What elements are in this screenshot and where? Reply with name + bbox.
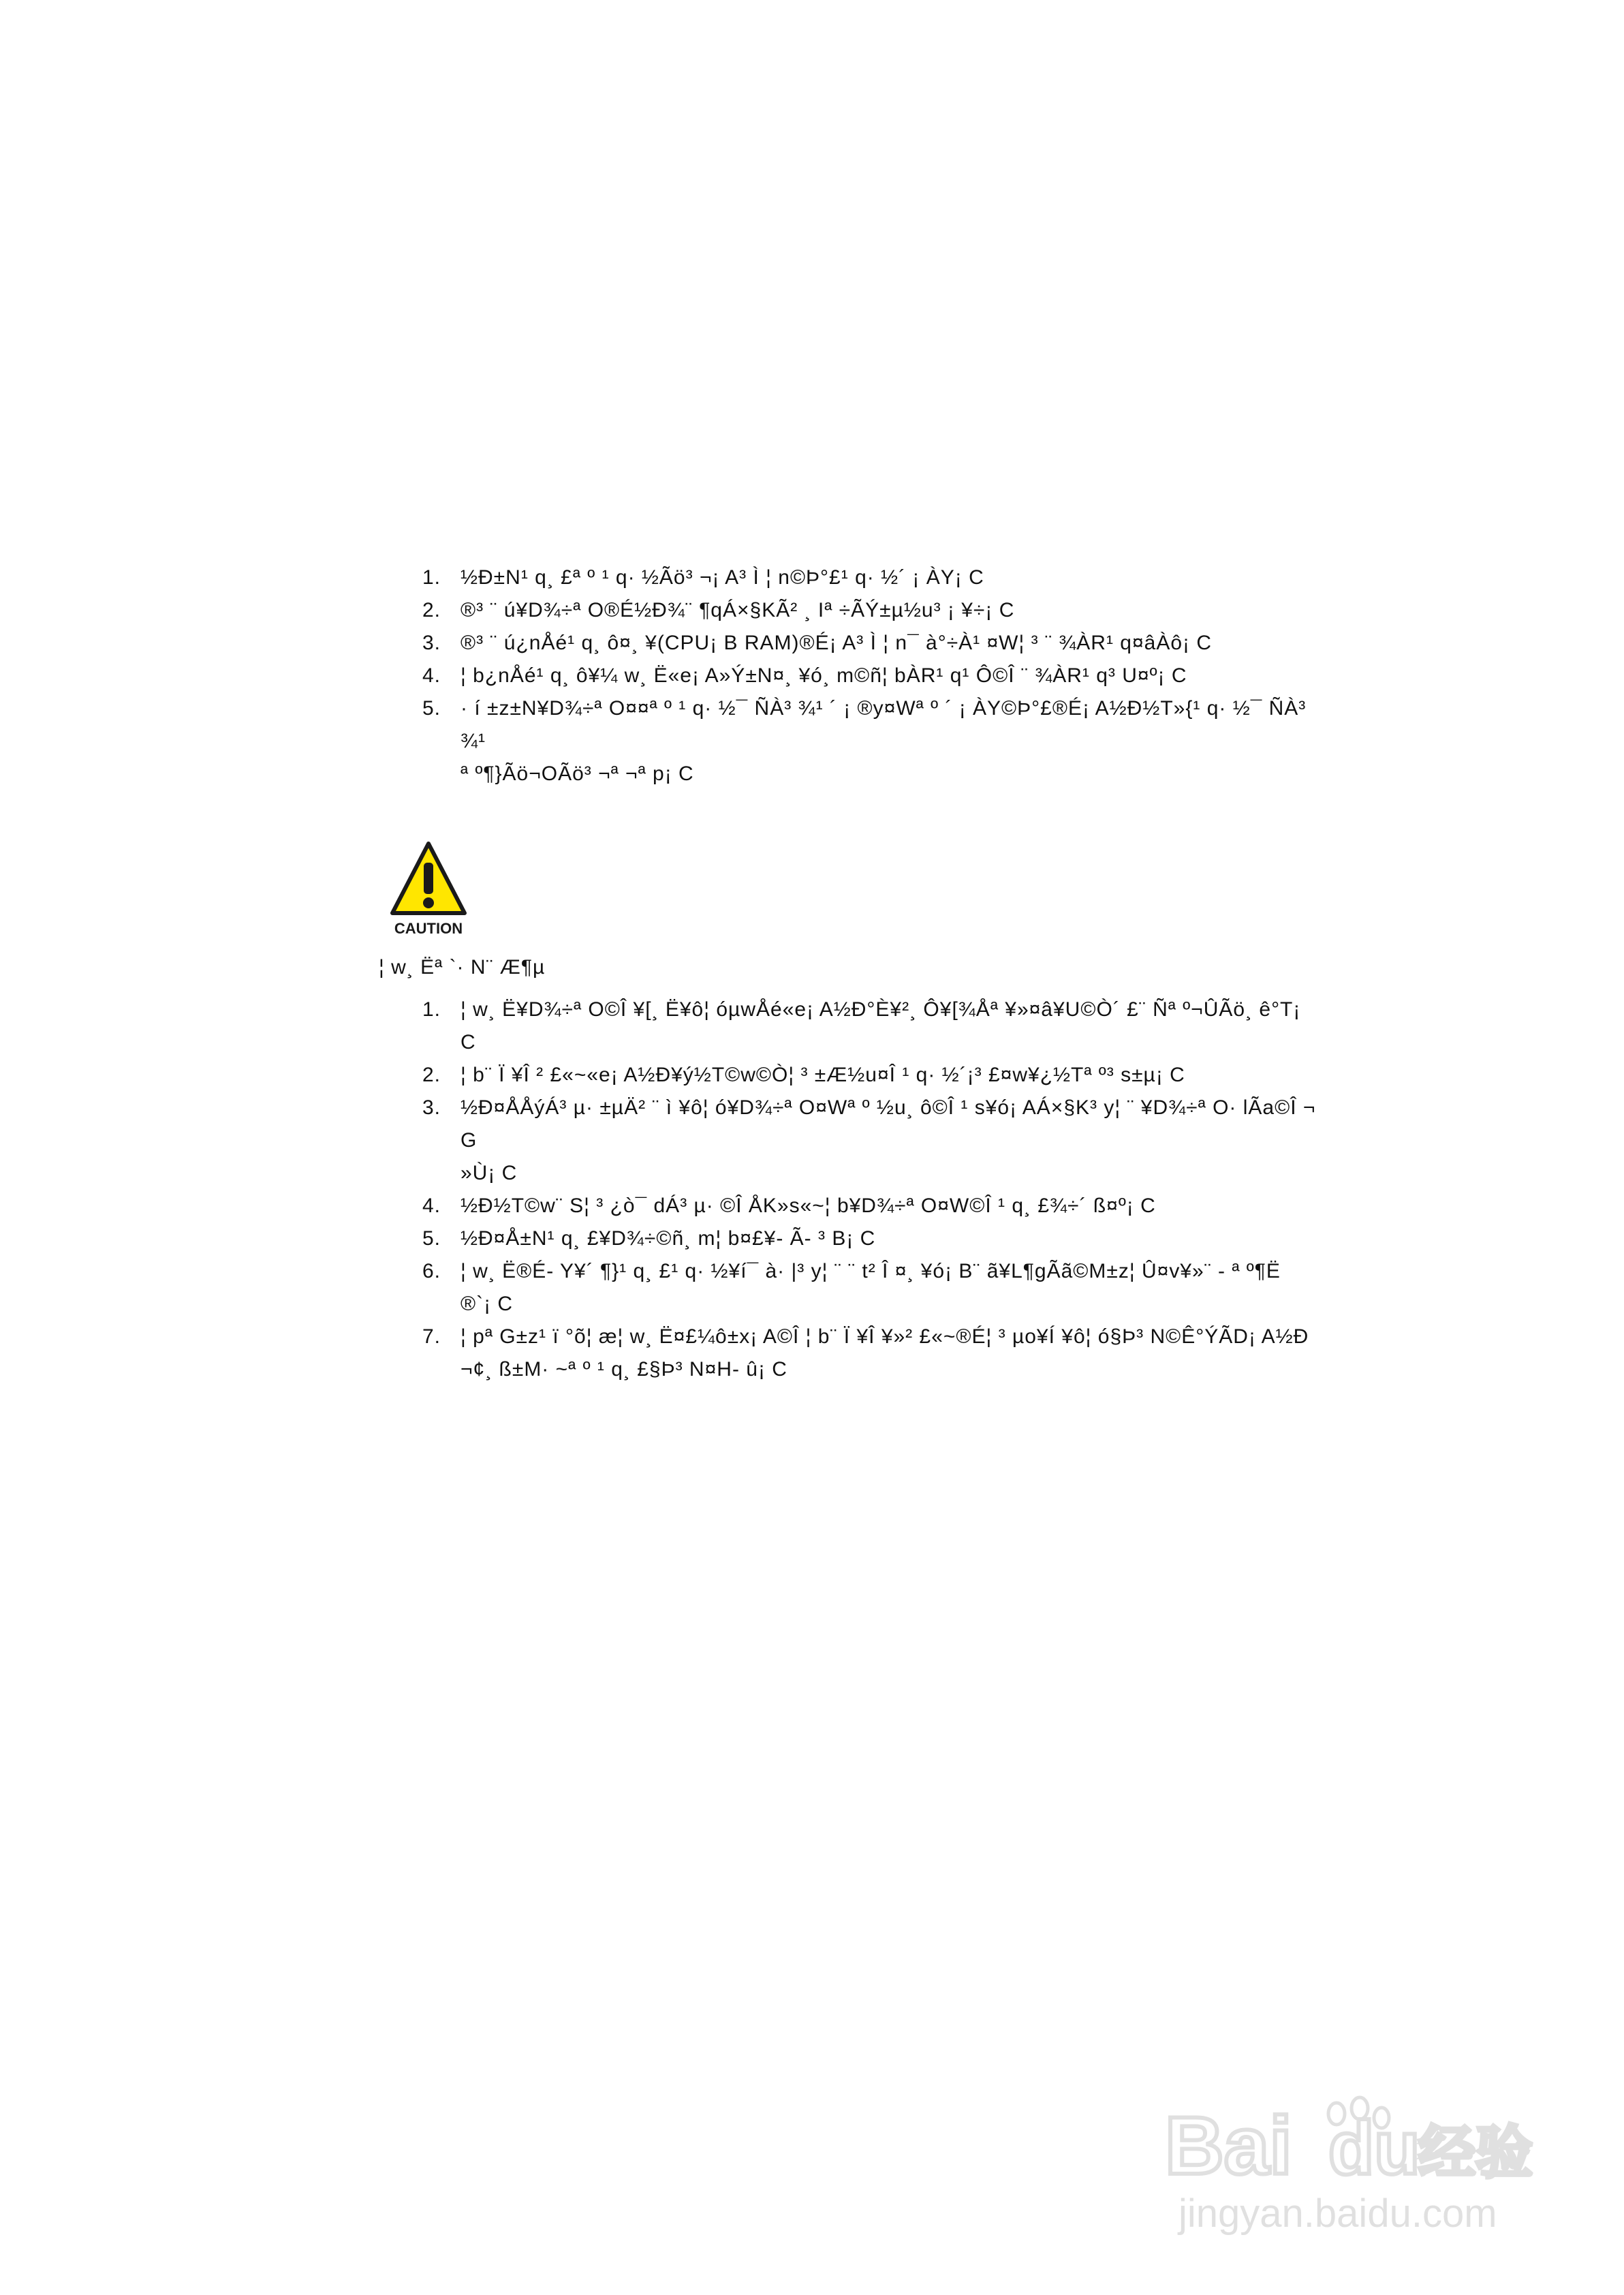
list-item: [422, 594, 1322, 627]
list-item: [422, 994, 1322, 1059]
list-item-text: ½Ð½T©w¨ S¦ ³ ¿ò¯ dÁ³ µ· ©Î ÅK»s«~¦ b¥D¾÷ª O¤W©Î ¹ q¸ £¾÷´ ß¤º¡ C: [460, 1195, 1156, 1217]
list-item-text: ¦ b¨ Ï ¥Î ² £«~«e¡ A½Ð¥ý½T©w©Ò¦ ³ ±Æ½u¤Î ¹ q· ½´¡³ £¤w¥¿½Tª º³ s±µ¡ C: [460, 1064, 1185, 1086]
baidu-jingyan-watermark: [1158, 2078, 1540, 2242]
caution-list: [422, 994, 1322, 1386]
list-item-number: 7.: [422, 1325, 441, 1348]
list-item-number: 2.: [422, 1064, 441, 1086]
list-item-number: 1.: [422, 998, 441, 1021]
list-item: [422, 561, 1322, 594]
list-item-text: · í ±z±N¥D¾÷ª O¤¤ª º ¹ q· ½¯ ÑÀ³ ¾¹ ´ ¡ ®y¤Wª º ´ ¡ ÀY©Þ°£®É¡ A½Ð½T»{¹ q· ½¯ ÑÀ³ ¾¹ ª º¶}Ãö¬OÃö³ ¬ª ¬ª p¡ C: [460, 697, 1307, 785]
caution-heading: ¦ w¸ Ëª `· N¨ Æ¶µ: [379, 956, 546, 979]
list-item-text: ¦ b¿nÅé¹ q¸ ô¥¼ w¸ Ë«e¡ A»Ý±N¤¸ ¥ó¸ m©ñ¦ bÀR¹ q¹ Ô©Î ¨ ¾ÀR¹ q³ U¤º¡ C: [460, 664, 1187, 687]
list-item-number: 2.: [422, 599, 441, 621]
list-item-number: 4.: [422, 1195, 441, 1217]
list-item-number: 3.: [422, 632, 441, 654]
list-item: [422, 1255, 1322, 1321]
watermark-brand-text: Bai: [1165, 2100, 1292, 2191]
list-item: [422, 627, 1322, 660]
list-item-number: 6.: [422, 1260, 441, 1282]
list-item-text: ®³ ¨ ú¥D¾÷ª O®É½Ð¾¨ ¶qÁ×§KÃ² ¸ Iª ÷ÃÝ±µ½u³ ¡ ¥÷¡ C: [460, 599, 1015, 621]
list-item-text: ¦ pª G±z¹ ï °õ¦ æ¦ w¸ Ë¤£¼ô±x¡ A©Î ¦ b¨ Ï ¥Î ¥»² £«~®É¦ ³ µo¥Í ¥ô¦ ó§Þ³ N©Ê°ÝÃD¡ A½Ð ¬¢¸ ß±M· ~ª º ¹ q¸ £§Þ³ N¤H- û¡ C: [460, 1325, 1309, 1381]
list-item-text: ½Ð±N¹ q¸ £ª º ¹ q· ½Ãö³ ¬¡ A³ Ì ¦ n©Þ°£¹ q· ½´ ¡ ÀY¡ C: [460, 566, 984, 589]
list-item: [422, 660, 1322, 692]
list-item-text: ½Ð¤Å±N¹ q¸ £¥D¾÷©ñ¸ m¦ b¤£¥- Ã- ³ B¡ C: [460, 1227, 876, 1250]
list-item: [422, 1092, 1322, 1190]
watermark-product-text: 经验: [1418, 2119, 1533, 2186]
watermark-url: jingyan.baidu.com: [1178, 2191, 1497, 2236]
list-item-text: ½Ð¤ÅÅýÁ³ µ· ±µÄ² ¨ ì ¥ô¦ ó¥D¾÷ª O¤Wª º ½u¸ ô©Î ¹ s¥ó¡ AÁ×§K³ y¦ ¨ ¥D¾÷ª O· lÃa©Î ¬G »Ù¡ C: [460, 1096, 1316, 1184]
list-item: [422, 1059, 1322, 1092]
list-item-number: 1.: [422, 566, 441, 589]
list-item-text: ®³ ¨ ú¿nÅé¹ q¸ ô¤¸ ¥(CPU¡ B RAM)®É¡ A³ Ì ¦ n¯ à°÷À¹ ¤W¦ ³ ¨ ¾ÀR¹ q¤âÀô¡ C: [460, 632, 1213, 654]
list-item-text: ¦ w¸ Ë¥D¾÷ª O©Î ¥[¸ Ë¥ô¦ óµwÅé«e¡ A½Ð°È¥²¸ Ô¥[¾Åª ¥»¤â¥U©Ò´ £¨ Ñª º¬ÛÃö¸ ê°T¡ C: [460, 998, 1307, 1053]
list-item: [422, 1222, 1322, 1255]
list-item: [422, 1321, 1322, 1386]
list-item: [422, 692, 1322, 790]
intro-list: [422, 561, 1322, 790]
list-item-number: 5.: [422, 1227, 441, 1250]
list-item-text: ¦ w¸ Ë®É- Y¥´ ¶}¹ q¸ £¹ q· ½¥í¯ à· |³ y¦ ¨ ¨ t² Î ¤¸ ¥ó¡ B¨ ã¥L¶gÃã©M±z¦ Û¤v¥»¨ - ª º¶Ë ®`¡ C: [460, 1260, 1281, 1315]
caution-label: CAUTION: [394, 920, 463, 937]
watermark-brand-suffix: du: [1328, 2106, 1420, 2190]
list-item: [422, 1190, 1322, 1222]
list-item-number: 4.: [422, 664, 441, 687]
list-item-number: 5.: [422, 697, 441, 720]
caution-warning-icon: [388, 840, 469, 940]
list-item-number: 3.: [422, 1096, 441, 1119]
